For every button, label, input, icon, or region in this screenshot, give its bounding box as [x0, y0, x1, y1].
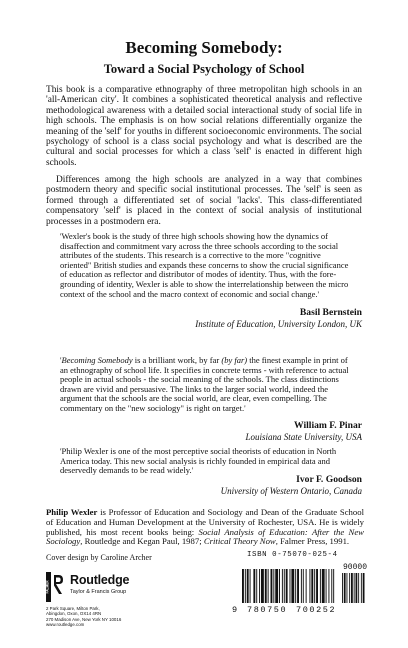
- book-title: Becoming Somebody:: [125, 38, 283, 57]
- barcode-bar: [291, 569, 294, 603]
- barcode-bar: [265, 569, 267, 603]
- isbn-label: ISBN 0-75070-025-4: [247, 551, 338, 559]
- barcode-addon-digits: 90000: [342, 563, 368, 572]
- barcode-bar: [282, 569, 283, 603]
- barcode-addon-bar: [344, 573, 346, 603]
- barcode-bar: [250, 569, 251, 603]
- falmer-spine-mark: FALMER: [45, 580, 50, 594]
- barcode-bar: [328, 569, 329, 603]
- barcode-digits-right: 700252: [296, 605, 337, 615]
- barcode-bar: [309, 569, 310, 603]
- barcode-addon-bar: [351, 573, 353, 603]
- address-line: 2 Park Square, Milton Park,: [46, 606, 100, 611]
- review-author-goodson: Ivor F. Goodson: [296, 474, 362, 485]
- barcode-addon-bar: [347, 573, 348, 603]
- bio-book-title: Critical Theory Now: [203, 536, 276, 547]
- address-line: 270 Madison Ave, New York NY 10016: [46, 616, 122, 622]
- description-paragraph-2: Differences among the high schools are analyzed in a way that combines postmodern theory and specific social institutional processes. The 'self' is seen as formed through a differentiated set of social 'lacks'. This class-differentiated compensatory 'self' is placed in the context of social analysis of institutional processes in a postmodern era.: [46, 175, 362, 227]
- barcode-addon-bar: [361, 573, 362, 603]
- review-quote-bernstein: 'Wexler's book is the study of three high schools showing how the dynamics of disaffection and commitment vary across the three schools according to the social attributes of the students. This research is a corrective to the more "cognitive oriented" British studies and expands these concerns to show the crucial significance of education as reflector and distributor of modes of identity. Thus, with the fore-grounding of identity, Wexler is able to show the interrelationship between the micro context of the school and the macro context of economic and social change.': [60, 231, 349, 299]
- review-author-pinar: William F. Pinar: [294, 420, 362, 431]
- barcode-digits-left: 780750: [247, 605, 288, 615]
- address-line: www.routledge.com: [46, 622, 85, 628]
- barcode-bar: [295, 569, 296, 603]
- barcode-bar: [333, 569, 334, 603]
- publisher-group: Taylor & Francis Group: [70, 589, 127, 595]
- barcode-bar: [256, 569, 257, 603]
- review-book-title: Becoming Somebody: [61, 355, 133, 365]
- barcode-bar: [253, 569, 255, 603]
- book-subtitle: Toward a Social Psychology of School: [103, 62, 305, 76]
- address-line: Abingdon, Oxon, OX14 4RN: [46, 611, 102, 617]
- barcode-bar: [320, 569, 321, 603]
- review-affiliation-pinar: Louisiana State University, USA: [245, 432, 362, 442]
- review-text-part: the finest example in print of an ethnography of school life. It specifies in concrete terms - with reference to actual people in actual schools - the social meaning of the schools. The class distinctions drawn are vivid and persuasive. The links to the larger social world, indeed the argument that the schools are the social world, are clear, even compelling. The commentary on the "new sociology" is right on target.': [60, 355, 349, 413]
- barcode-bar: [275, 569, 278, 603]
- barcode-bar: [268, 569, 269, 603]
- bio-text-part: , Falmer Press, 1991.: [275, 536, 350, 547]
- barcode-bar: [245, 569, 246, 603]
- barcode-addon-bar: [349, 573, 350, 603]
- barcode-bar: [247, 569, 249, 603]
- barcode-bar: [261, 569, 264, 603]
- barcode-addon-bar: [358, 573, 359, 603]
- author-name: Philip Wexler: [46, 507, 98, 517]
- review-text-part: is a brilliant work, by far: [132, 355, 222, 365]
- barcode-bar: [290, 569, 291, 603]
- barcode-bar: [303, 569, 304, 603]
- barcode-bar: [331, 569, 332, 603]
- barcode-digit-first: 9: [232, 605, 239, 615]
- review-affiliation-goodson: University of Western Ontario, Canada: [220, 486, 362, 496]
- description-paragraph-1: This book is a comparative ethnography of three metropolitan high schools in an 'all-American city'. It combines a sophisticated theoretical analysis and reflective methodological awareness with a detailed social interactional study of social life in high schools. The emphasis is on how social relations differentially organize the meaning of the 'self' for youths in different socioeconomic environments. The social psychology of school is a class social psychology and what is described are the cultural and social processes for which a class 'self' is enacted in different high schools.: [46, 85, 362, 168]
- publisher-address: [46, 606, 136, 628]
- barcode-bar: [279, 569, 280, 603]
- barcode-bar: [314, 569, 315, 603]
- barcode-bar: [316, 569, 318, 603]
- barcode-addon-bar: [356, 573, 358, 603]
- barcode-bar: [259, 569, 260, 603]
- barcode-bar: [273, 569, 274, 603]
- bio-text-part: is Professor of Education and Sociology and Dean of the Graduate School of Education and Human Development at the University of Rochester, USA. He is widely published, his most recent books being:: [46, 507, 364, 537]
- barcode-bar: [322, 569, 325, 603]
- barcode-bar: [297, 569, 299, 603]
- barcode-bar: [286, 569, 288, 603]
- barcode-bar: [242, 569, 244, 603]
- barcode-addon-bar: [363, 573, 365, 603]
- barcode-bar: [326, 569, 327, 603]
- review-author-bernstein: Basil Bernstein: [299, 307, 362, 318]
- review-quote-pinar: [60, 356, 354, 414]
- publisher-name: Routledge: [70, 573, 130, 587]
- author-bio: [46, 508, 364, 547]
- barcode-bar: [284, 569, 285, 603]
- bio-text-part: , Routledge and Kegan Paul, 1987;: [80, 536, 204, 547]
- cover-credit: Cover design by Caroline Archer: [46, 553, 152, 562]
- review-quote-goodson: 'Philip Wexler is one of the most perceptive social theorists of education in North America today. This new social analysis is richly founded in empirical data and deservedly demands to be read widely.': [60, 446, 337, 476]
- review-open-quote: ': [60, 355, 62, 365]
- barcode-addon-bar: [342, 573, 343, 603]
- barcode-bar: [301, 569, 302, 603]
- barcode-bar: [311, 569, 313, 603]
- barcode-addon-bar: [354, 573, 355, 603]
- review-affiliation-bernstein: Institute of Education, University London, UK: [195, 319, 362, 329]
- barcode-bar: [271, 569, 273, 603]
- bio-book-title: Social Analysis of Education: After the New Sociology: [46, 526, 364, 547]
- barcode-bar: [306, 569, 307, 603]
- routledge-logo-icon: [46, 572, 64, 602]
- isbn-barcode: [230, 559, 370, 609]
- review-emphasis: (by far): [221, 355, 248, 365]
